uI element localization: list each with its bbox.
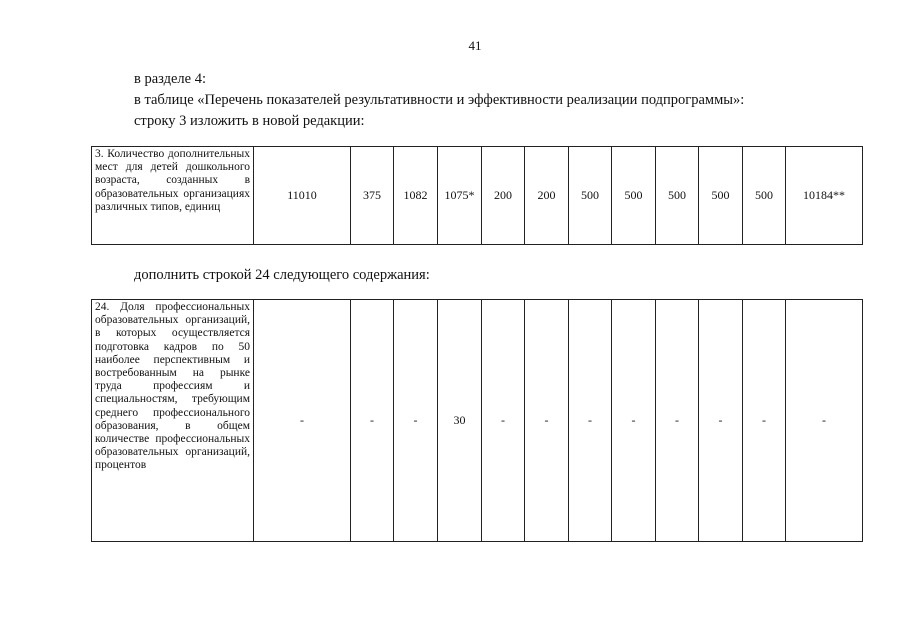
value-cell: -: [351, 300, 394, 542]
value-cell: 200: [482, 147, 525, 245]
value-cell: 500: [612, 147, 656, 245]
indicator-table-row-3: [91, 146, 863, 245]
page-number: 41: [468, 38, 482, 53]
value-cell: 1075*: [438, 147, 482, 245]
value-cell: -: [743, 300, 786, 542]
value-cell: -: [656, 300, 699, 542]
value-cell: 10184**: [786, 147, 863, 245]
value-cell: -: [699, 300, 743, 542]
value-cell: -: [254, 300, 351, 542]
row-label-cell: 3. Количество дополнительных мест для детей дошкольного возраста, созданных в образовательных организациях различных типов, единиц: [92, 147, 254, 245]
value-cell: -: [525, 300, 569, 542]
value-cell: 500: [569, 147, 612, 245]
table-row: [92, 300, 863, 542]
value-cell: 500: [699, 147, 743, 245]
value-cell: 375: [351, 147, 394, 245]
value-cell: 30: [438, 300, 482, 542]
row-label-cell: 24. Доля профессиональных образовательных организаций, в которых осуществляется подготовка кадров по 50 наиболее перспективным и востребованным на рынке труда профессиям и специальностям, требующим среднего профессионального образования, в общем количестве профессиональных образовательных организаций, процентов: [92, 300, 254, 542]
addition-line: дополнить строкой 24 следующего содержания:: [134, 267, 430, 283]
value-cell: 500: [656, 147, 699, 245]
instruction-line: строку 3 изложить в новой редакции:: [134, 113, 365, 129]
value-cell: -: [786, 300, 863, 542]
value-cell: -: [569, 300, 612, 542]
value-cell: 200: [525, 147, 569, 245]
value-cell: 11010: [254, 147, 351, 245]
value-cell: 500: [743, 147, 786, 245]
value-cell: 1082: [394, 147, 438, 245]
table-reference-line: в таблице «Перечень показателей результативности и эффективности реализации подпрограммы»:: [134, 92, 745, 108]
value-cell: -: [394, 300, 438, 542]
indicator-table-row-24: [91, 299, 863, 542]
section-line: в разделе 4:: [134, 71, 207, 87]
table-row: [92, 147, 863, 245]
value-cell: -: [612, 300, 656, 542]
value-cell: -: [482, 300, 525, 542]
